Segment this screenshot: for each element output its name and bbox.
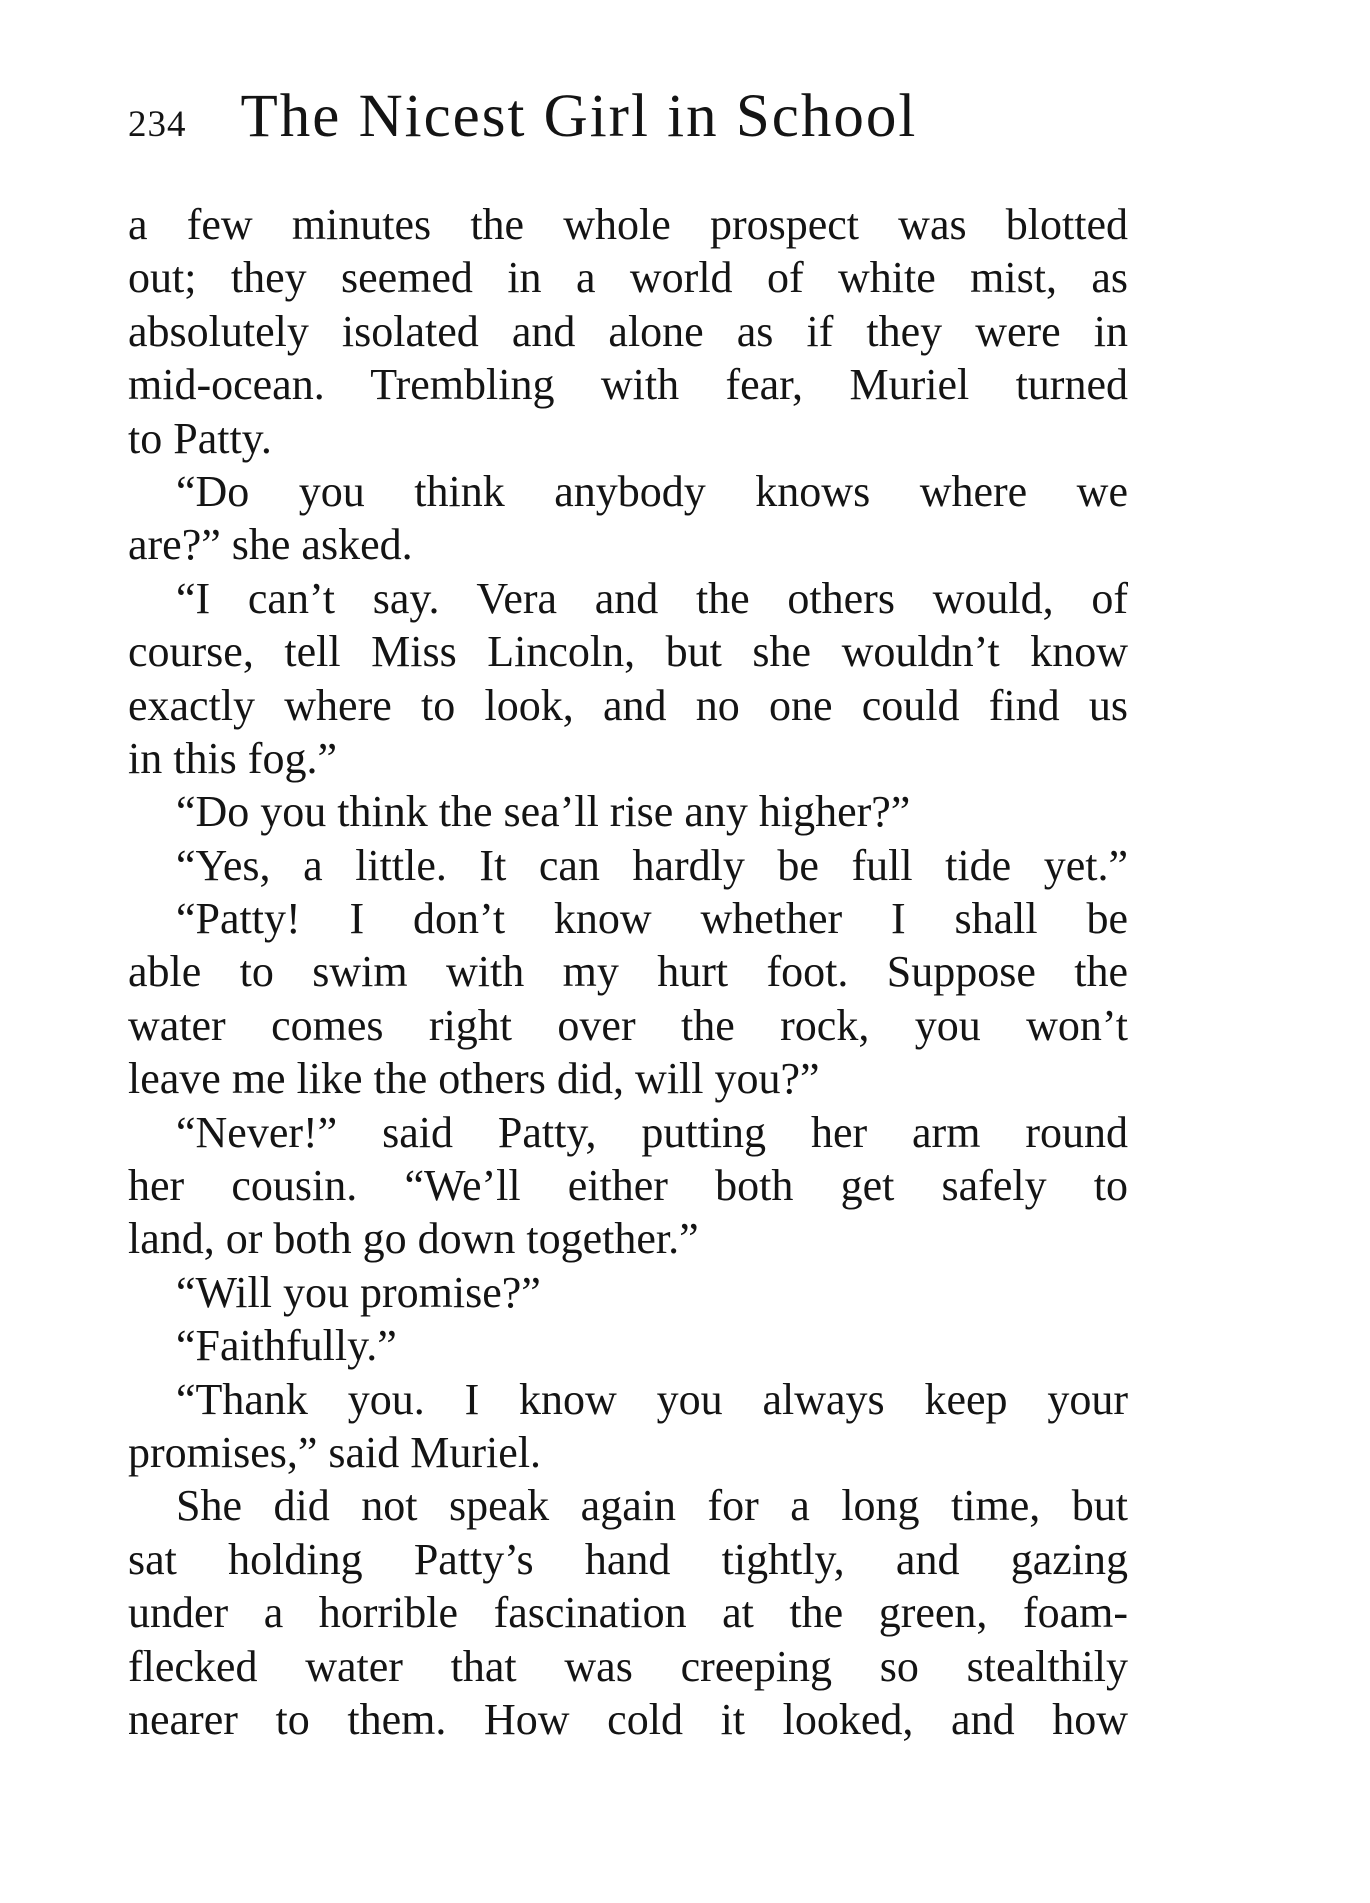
text-line: “Patty! I don’t know whether I shall be [176, 894, 1128, 944]
text-line: “Do you think anybody knows where we [176, 466, 1128, 516]
text-line: She did not speak again for a long time, but [176, 1481, 1128, 1531]
text-line: nearer to them. How cold it looked, and how [128, 1694, 1128, 1744]
page-header [128, 82, 1128, 162]
text-line: “Faithfully.” [176, 1321, 397, 1371]
text-line: sat holding Patty’s hand tightly, and gazing [128, 1534, 1128, 1584]
text-line: are?” she asked. [128, 520, 413, 570]
text-line: exactly where to look, and no one could find us [128, 680, 1128, 730]
page-number: 234 [128, 104, 187, 145]
text-line: promises,” said Muriel. [128, 1427, 542, 1477]
text-line: “Thank you. I know you always keep your [176, 1374, 1128, 1424]
running-title: The Nicest Girl in School [240, 83, 918, 150]
text-line: “Will you promise?” [176, 1267, 541, 1317]
text-line: out; they seemed in a world of white mist, as [128, 253, 1128, 303]
text-line: absolutely isolated and alone as if they were in [128, 306, 1128, 356]
text-line: in this fog.” [128, 733, 337, 783]
text-line: “Yes, a little. It can hardly be full tide yet.” [176, 840, 1128, 890]
text-line: land, or both go down together.” [128, 1214, 699, 1264]
text-line: to Patty. [128, 413, 272, 463]
text-line: mid-ocean. Trembling with fear, Muriel turned [128, 360, 1128, 410]
text-line: a few minutes the whole prospect was blotted [128, 200, 1128, 249]
body-text [128, 198, 1128, 1746]
text-line: her cousin. “We’ll either both get safely to [128, 1161, 1128, 1211]
text-line: leave me like the others did, will you?” [128, 1054, 820, 1104]
text-line: under a horrible fascination at the green, foam- [128, 1588, 1128, 1638]
text-line: course, tell Miss Lincoln, but she wouldn’t know [128, 627, 1128, 677]
text-line: able to swim with my hurt foot. Suppose the [128, 947, 1128, 997]
text-line: “Never!” said Patty, putting her arm round [176, 1107, 1128, 1157]
text-line: water comes right over the rock, you won’t [128, 1000, 1128, 1050]
text-line: “Do you think the sea’ll rise any higher?” [176, 787, 911, 837]
text-line: “I can’t say. Vera and the others would, of [176, 573, 1128, 623]
text-line: flecked water that was creeping so stealthily [128, 1641, 1128, 1691]
